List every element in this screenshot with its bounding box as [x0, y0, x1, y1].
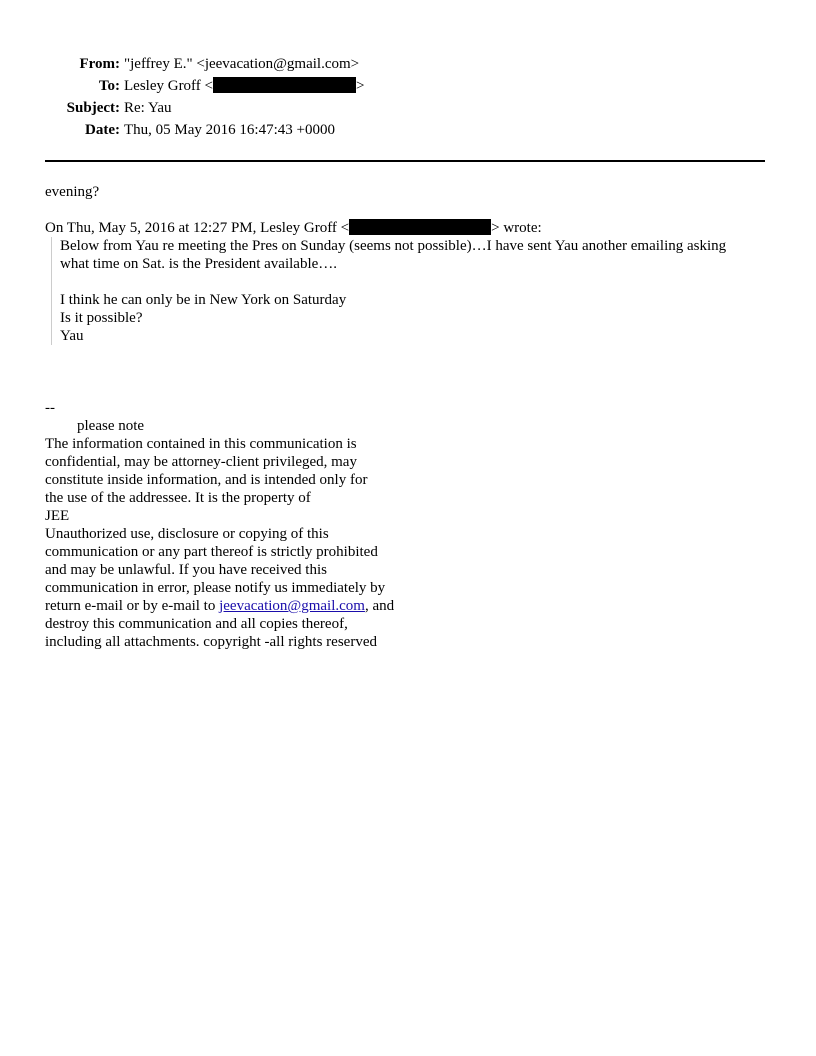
quoted-line: what time on Sat. is the President available…. — [60, 256, 338, 272]
reply-text: evening? — [45, 184, 100, 200]
signature-block — [45, 399, 465, 651]
attribution-suffix: > wrote: — [491, 220, 542, 236]
quote-attribution — [45, 219, 542, 237]
quoted-line: Yau — [60, 328, 84, 344]
quoted-line: I think he can only be in New York on Saturday — [60, 292, 347, 308]
subject-row — [0, 97, 816, 119]
date-value: Thu, 05 May 2016 16:47:43 +0000 — [124, 122, 335, 138]
note-heading: please note — [77, 418, 145, 434]
quoted-blank-line — [60, 273, 800, 291]
from-row — [0, 53, 816, 75]
date-label: Date: — [85, 122, 120, 138]
redaction-box — [213, 77, 356, 93]
to-value — [124, 75, 364, 97]
from-label: From: — [79, 56, 120, 72]
quoted-line: Below from Yau re meeting the Pres on Sunday (seems not possible)…I have sent Yau another emailing asking — [60, 238, 727, 254]
attribution-prefix: On Thu, May 5, 2016 at 12:27 PM, Lesley Groff < — [45, 220, 350, 236]
to-row — [0, 75, 816, 97]
disclaimer-line: Unauthorized use, disclosure or copying of this — [45, 526, 329, 542]
subject-value: Re: Yau — [124, 100, 172, 116]
from-value: "jeffrey E." <jeevacation@gmail.com> — [124, 56, 360, 72]
disclaimer-line: communication in error, please notify us immediately by — [45, 580, 386, 596]
header-divider — [45, 160, 765, 162]
subject-label: Subject: — [66, 100, 120, 116]
quoted-line: Is it possible? — [60, 310, 143, 326]
disclaimer-line: communication or any part thereof is strictly prohibited — [45, 544, 378, 560]
signature-separator: -- — [45, 400, 55, 416]
to-label: To: — [98, 78, 120, 94]
disclaimer-line: including all attachments. copyright -all rights reserved — [45, 634, 377, 650]
email-link[interactable]: jeevacation@gmail.com — [219, 598, 365, 614]
disclaimer-line: The information contained in this communication is — [45, 436, 357, 452]
disclaimer-line: the use of the addressee. It is the property of — [45, 490, 311, 506]
disclaimer-line: constitute inside information, and is intended only for — [45, 472, 368, 488]
disclaimer-line: and may be unlawful. If you have received this — [45, 562, 327, 578]
link-line-suffix: , and — [364, 598, 395, 614]
disclaimer-line: JEE — [45, 508, 70, 524]
date-row — [0, 119, 816, 141]
quoted-message — [51, 237, 800, 345]
disclaimer-line: confidential, may be attorney-client privileged, may — [45, 454, 357, 470]
disclaimer-link-line — [45, 597, 465, 615]
disclaimer-line: destroy this communication and all copies thereof, — [45, 616, 348, 632]
link-line-prefix: return e-mail or by e-mail to — [45, 598, 220, 614]
redaction-box — [349, 219, 491, 235]
to-value-prefix: Lesley Groff < — [124, 78, 213, 94]
to-value-suffix: > — [356, 78, 365, 94]
email-header — [0, 53, 816, 141]
